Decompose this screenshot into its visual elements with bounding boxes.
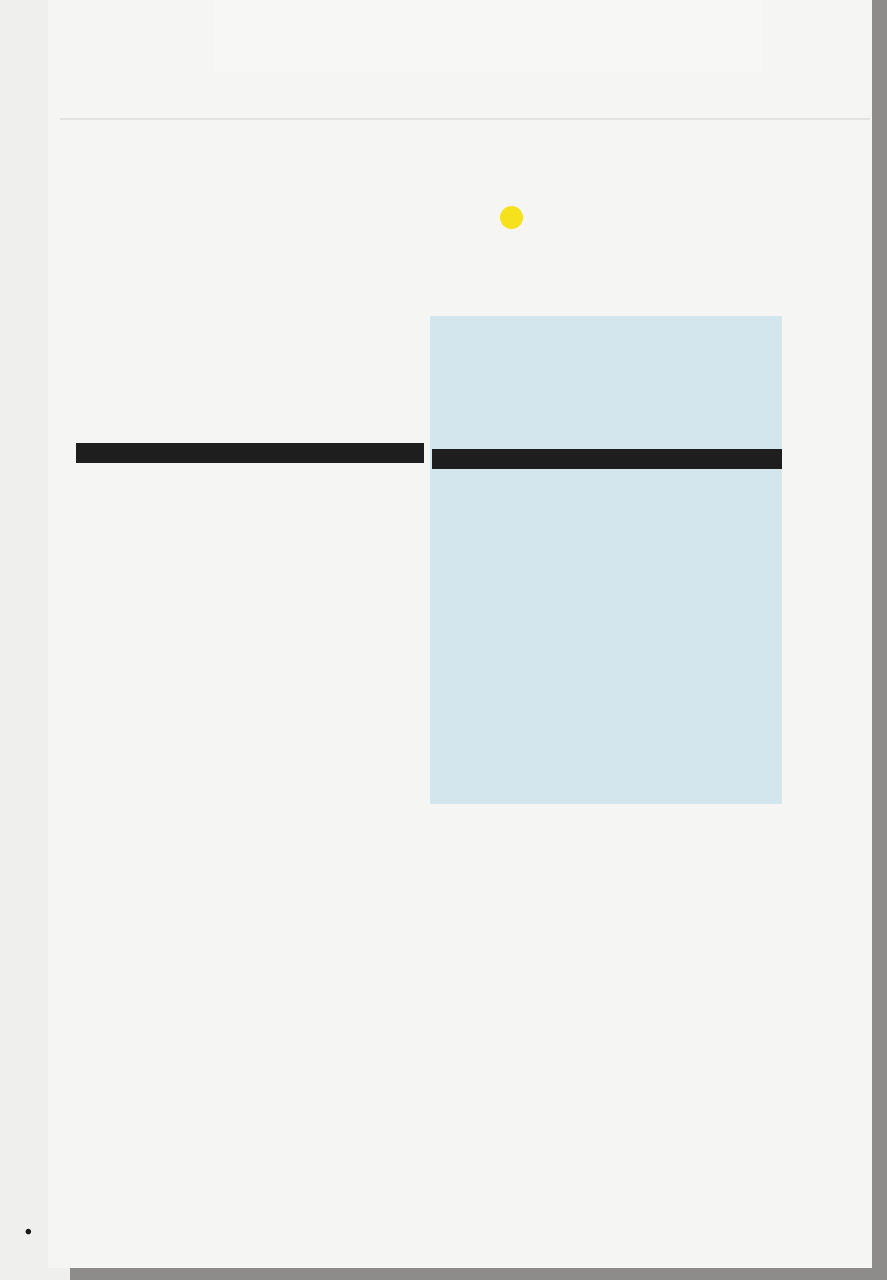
- color-dot: [500, 206, 523, 229]
- yardage-bar-en: [76, 443, 424, 463]
- size-chart-tab: [214, 0, 762, 72]
- french-description: [434, 306, 782, 356]
- french-panel-bg: [430, 316, 782, 804]
- fold-line: [60, 118, 870, 120]
- side-address: ●: [20, 1220, 35, 1243]
- yardage-bar-fr: [432, 449, 782, 469]
- price-us: [296, 208, 303, 223]
- price-can: [387, 208, 394, 223]
- english-description: [78, 303, 424, 353]
